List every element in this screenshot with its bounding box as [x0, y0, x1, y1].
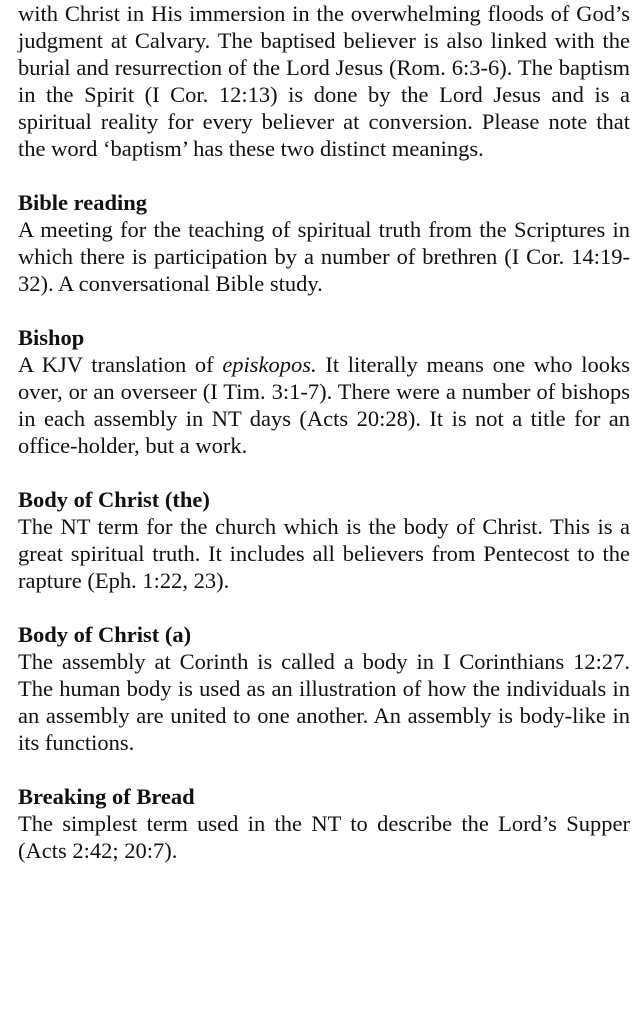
entry-breaking-of-bread	[18, 783, 630, 864]
entry-bishop	[18, 324, 630, 459]
entry-definition	[18, 351, 630, 459]
glossary-page	[18, 0, 630, 864]
entry-term: Body of Christ (a)	[18, 622, 192, 647]
definition-text: It literally means one who looks over, or an overseer (I Tim. 3:1-7). There were a number of bishops in each assembly in NT days (Acts 20:28). It is not a title for an office-holder, but a work.	[18, 352, 630, 458]
entry-definition: The simplest term used in the NT to describe the Lord’s Supper (Acts 2:42; 20:7).	[18, 811, 630, 863]
entry-term: Breaking of Bread	[18, 784, 195, 809]
greek-word: episkopos.	[222, 352, 317, 377]
continued-paragraph: with Christ in His immersion in the overwhelming floods of God’s judgment at Calvary. The baptised believer is also linked with the burial and resurrection of the Lord Jesus (Rom. 6:3-6). The baptism in the Spirit (I Cor. 12:13) is done by the Lord Jesus and is a spiritual reality for every believer at conversion. Please note that the word ‘baptism’ has these two distinct meanings.	[18, 1, 630, 161]
entry-body-of-christ-a	[18, 621, 630, 756]
entry-definition: A meeting for the teaching of spiritual truth from the Scriptures in which there is participation by a number of brethren (I Cor. 14:19-32). A conversational Bible study.	[18, 217, 630, 296]
entry-term: Bible reading	[18, 190, 147, 215]
entry-body-of-christ-the	[18, 486, 630, 594]
definition-text: A KJV translation of	[18, 352, 223, 377]
entry-definition: The NT term for the church which is the body of Christ. This is a great spiritual truth. It includes all believers from Pentecost to the rapture (Eph. 1:22, 23).	[18, 514, 630, 593]
entry-term: Bishop	[18, 325, 85, 350]
entry-bible-reading	[18, 189, 630, 297]
entry-term: Body of Christ (the)	[18, 487, 210, 512]
entry-definition: The assembly at Corinth is called a body in I Corinthians 12:27. The human body is used as an illustration of how the individuals in an assembly are united to one another. An assembly is body-like in its functions.	[18, 649, 630, 755]
